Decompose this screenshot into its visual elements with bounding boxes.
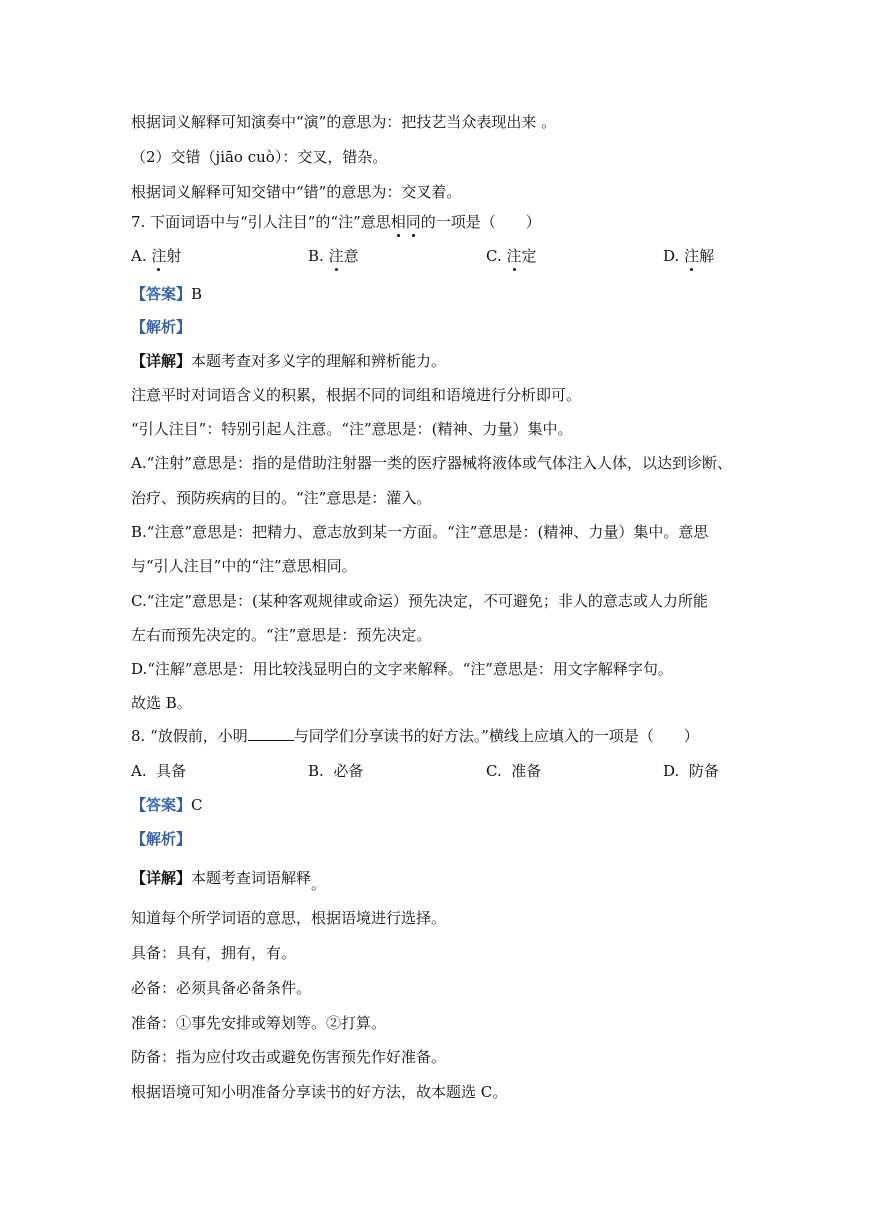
question-8-option-c: C. 准备 xyxy=(486,762,542,780)
question-7-option-c: C. 注定 xyxy=(486,247,537,265)
explain-line: 治疗、预防疾病的目的。“注”意思是：灌入。 xyxy=(131,489,432,507)
answer-blank xyxy=(248,726,294,741)
question-8-answer: 【答案】C xyxy=(131,796,203,814)
explain-line: D.“注解”意思是：用比较浅显明白的文字来解释。“注”意思是：用文字解释字句。 xyxy=(131,660,673,678)
question-8-analysis-heading: 【解析】 xyxy=(131,830,192,848)
question-8-option-a: A. 具备 xyxy=(131,762,187,780)
question-7-option-d: D. 注解 xyxy=(663,247,715,265)
explain-line: 具备：具有，拥有，有。 xyxy=(131,944,297,962)
explain-line: 左右而预先决定的。“注”意思是：预先决定。 xyxy=(131,626,432,644)
question-7-detail: 【详解】本题考查对多义字的理解和辨析能力。 xyxy=(131,352,447,370)
text-line: 根据词义解释可知交错中“错”的意思为：交叉着。 xyxy=(131,183,462,201)
text-line: 根据词义解释可知演奏中“演”的意思为：把技艺当众表现出来 。 xyxy=(131,113,557,131)
question-7-option-a: A. 注射 xyxy=(131,247,182,265)
explain-line: 注意平时对词语含义的积累，根据不同的词组和语境进行分析即可。 xyxy=(131,386,582,404)
explain-line: 根据语境可知小明准备分享读书的好方法，故本题选 C。 xyxy=(131,1083,508,1101)
question-7-answer: 【答案】B xyxy=(131,285,203,303)
explain-line: 与“引人注目”中的“注”意思相同。 xyxy=(131,557,357,575)
question-7-analysis-heading: 【解析】 xyxy=(131,318,192,336)
question-8-stem: 8. “放假前，小明 与同学们分享读书的好方法。”横线上应填入的一项是（ ） xyxy=(131,727,699,745)
question-7-option-b: B. 注意 xyxy=(308,247,359,265)
explain-line: 准备：①事先安排或筹划等。②打算。 xyxy=(131,1014,387,1032)
question-8-option-d: D. 防备 xyxy=(663,762,719,780)
explain-line: A.“注射”意思是：指的是借助注射器一类的医疗器械将液体或气体注入人体，以达到诊断、 xyxy=(131,454,732,472)
explain-line: C.“注定”意思是：(某种客观规律或命运）预先决定，不可避免；非人的意志或人力所能 xyxy=(131,592,708,610)
explain-line: 防备：指为应付攻击或避免伤害预先作好准备。 xyxy=(131,1048,447,1066)
question-7-stem: 7. 下面词语中与“引人注目”的“注”意思相同的一项是（ ） xyxy=(131,213,541,231)
explain-line: 故选 B。 xyxy=(131,694,192,712)
text-line: （2）交错（jiāo cuò）：交叉，错杂。 xyxy=(131,148,388,166)
explain-line: 知道每个所学词语的意思，根据语境进行选择。 xyxy=(131,909,447,927)
explain-line: B.“注意”意思是：把精力、意志放到某一方面。“注”意思是：(精神、力量）集中。意思 xyxy=(131,523,709,541)
explain-line: “引人注目”：特别引起人注意。“注”意思是：(精神、力量）集中。 xyxy=(131,420,573,438)
question-8-option-b: B. 必备 xyxy=(308,762,364,780)
explain-line: 必备：必须具备必备条件。 xyxy=(131,979,312,997)
question-8-detail: 【详解】本题考查词语解释。 xyxy=(131,869,327,893)
